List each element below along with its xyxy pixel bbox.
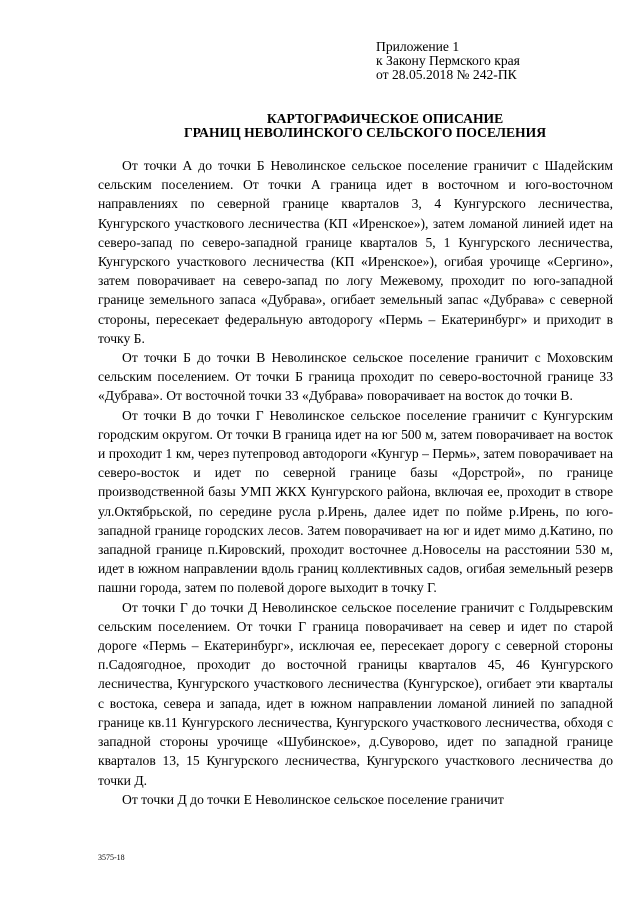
- paragraph: От точки Д до точки Е Неволинское сельское поселение граничит: [122, 791, 504, 807]
- annex-line-1: Приложение 1: [376, 39, 460, 54]
- annex-line-2: к Закону Пермского края: [376, 53, 520, 68]
- paragraph: От точки А до точки Б Неволинское сельское поселение граничит с Шадейским сельским поселением. От точки А граница идет в восточном и юго-восточном направлениях по северной границе кварталов 3, 4 Кунгурского лесничества, Кунгурского участкового лесничества (КП «Иренское»), затем ломаной линией идет на северо-запад по северо-западной границе кварталов 5, 1 Кунгурского лесничества, Кунгурского участкового лесничества (КП «Иренское»), огибая урочище «Сергино», затем поворачивает на северо-запад по логу Межевому, проходит по юго-западной границе земельного запаса «Дубрава», огибает земельный запас «Дубрава» с северной стороны, пересекает федеральную автодорогу «Пермь – Екатеринбург» и приходит в точку Б.: [98, 158, 613, 346]
- paragraph: От точки В до точки Г Неволинское сельское поселение граничит с Кунгурским городским округом. От точки В граница идет на юг 500 м, затем поворачивает на восток и проходит 1 км, через путепровод автодороги «Кунгур – Пермь», затем поворачивает на северо-восток и идет по северной границе базы «Дорстрой», по границе производственной базы УМП ЖКХ Кунгурского района, включая ее, проходит в створе ул.Октябрьской, по середине русла р.Ирень, далее идет по пойме р.Ирень, по юго-западной границе городских лесов. Затем поворачивает на юг и идет мимо д.Катино, по западной границе п.Кировский, проходит восточнее д.Новоселы на расстоянии 530 м, идет в южном направлении вдоль границ коллективных садов, огибая земельный резерв пашни города, затем по полевой дороге выходит в точку Г.: [98, 407, 613, 596]
- paragraph: От точки Б до точки В Неволинское сельское поселение граничит с Моховским сельским поселением. От точки Б граница проходит по северо-восточной границе 33 «Дубрава». От восточной точки 33 «Дубрава» поворачивает на восток до точки В.: [98, 350, 613, 404]
- annex-line-3: от 28.05.2018 № 242-ПК: [376, 67, 517, 82]
- paragraph: От точки Г до точки Д Неволинское сельское поселение граничит с Голдыревским сельским поселением. От точки Г граница поворачивает на север и идет по старой дороге «Пермь – Екатеринбург», исключая ее, пересекает дорогу с северной стороны п.Садоягодное, проходит до восточной границы кварталов 45, 46 Кунгурского лесничества, Кунгурского участкового лесничества (Кунгурское), огибает эти кварталы с востока, севера и запада, идет в южном направлении ломаной линией по западной границе кв.11 Кунгурского лесничества, Кунгурского участкового лесничества, обходя с западной стороны урочище «Шубинское», д.Суворово, идет по западной границе кварталов 13, 15 Кунгурского лесничества, Кунгурского участкового лесничества до точки Д.: [98, 599, 613, 788]
- title-line-1: КАРТОГРАФИЧЕСКОЕ ОПИСАНИЕ: [266, 111, 504, 126]
- title-line-2: ГРАНИЦ НЕВОЛИНСКОГО СЕЛЬСКОГО ПОСЕЛЕНИЯ: [183, 125, 547, 140]
- body-text: [98, 156, 613, 809]
- document-number: 3575-18: [98, 853, 125, 862]
- document-title: [0, 112, 640, 140]
- annex-block: [376, 40, 520, 82]
